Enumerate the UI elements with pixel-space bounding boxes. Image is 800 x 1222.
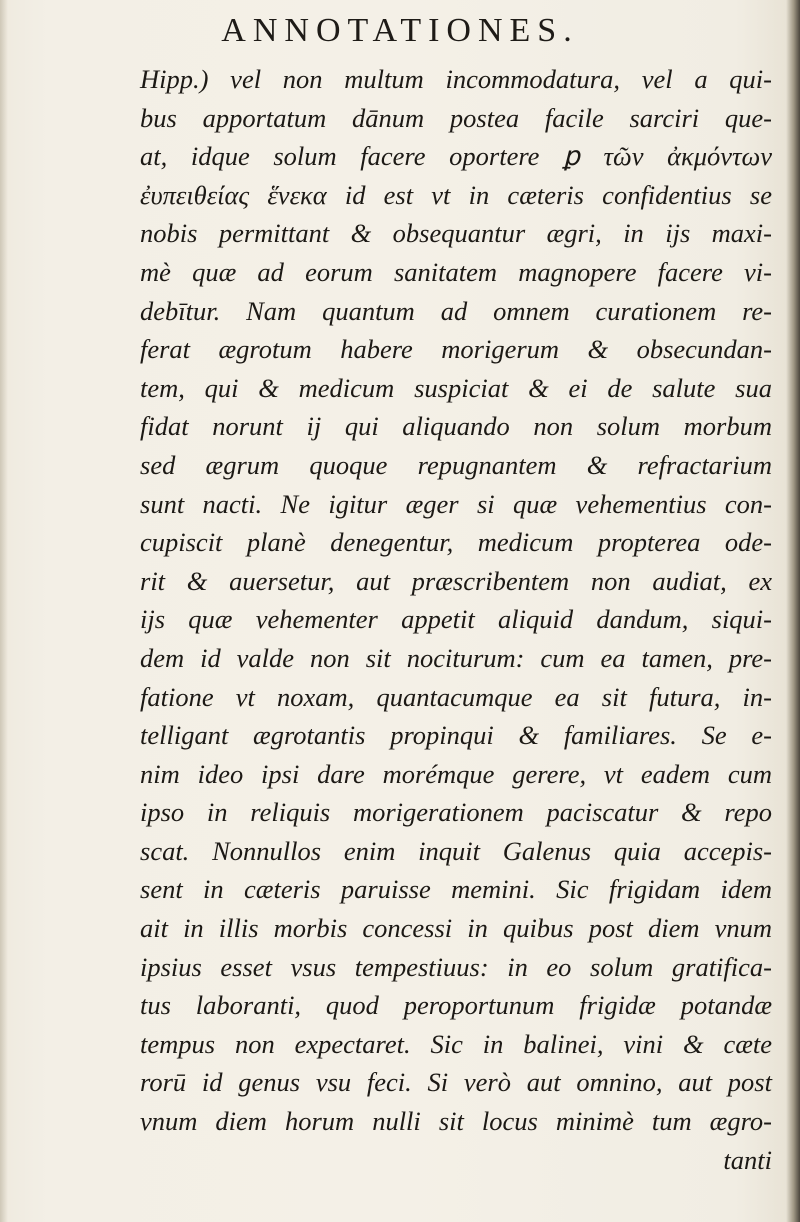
page-gutter-left — [0, 0, 8, 1222]
running-head: ANNOTATIONES. — [221, 12, 579, 49]
body-text — [140, 60, 772, 1179]
text-line: tus laboranti, quod peroportunum frigidæ potandæ — [140, 990, 772, 1021]
text-line: fidat norunt ij qui aliquando non solum morbum — [140, 411, 772, 442]
text-line: telligant ægrotantis propinqui & familiares. Se e- — [140, 720, 772, 751]
text-line: sent in cæteris paruisse memini. Sic frigidam idem — [140, 874, 772, 905]
text-line: debītur. Nam quantum ad omnem curationem re- — [140, 295, 772, 326]
text-line: ait in illis morbis concessi in quibus post diem vnum — [140, 913, 772, 944]
text-line: Hipp.) vel non multum incommodatura, vel a qui- — [140, 64, 772, 94]
text-line: cupiscit planè denegentur, medicum propterea ode- — [140, 527, 772, 558]
text-line: vnum diem horum nulli sit locus minimè tum ægro- — [140, 1106, 772, 1137]
text-line: sunt nacti. Ne igitur æger si quæ vehementius con- — [140, 488, 772, 519]
text-line: ijs quæ vehementer appetit aliquid dandum, siqui- — [140, 604, 772, 635]
text-line: sed ægrum quoque repugnantem & refractarium — [140, 449, 772, 480]
text-line: nim ideo ipsi dare morémque gerere, vt eadem cum — [140, 758, 772, 789]
text-line: bus apportatum dānum postea facile sarciri que- — [140, 102, 772, 133]
text-line: ipso in reliquis morigerationem paciscatur & repo — [140, 797, 772, 828]
text-line: tem, qui & medicum suspiciat & ei de salute sua — [140, 372, 772, 403]
text-line: tempus non expectaret. Sic in balinei, vini & cæte — [140, 1028, 772, 1059]
text-line: ἐυπειθείας ἕνεκα id est vt in cæteris confidentius se — [140, 179, 772, 210]
text-line: fatione vt noxam, quantacumque ea sit futura, in- — [140, 681, 772, 712]
catchword: tanti — [723, 1144, 772, 1175]
text-line: scat. Nonnullos enim inquit Galenus quia accepis- — [140, 835, 772, 866]
text-line: ipsius esset vsus tempestiuus: in eo solum gratifica- — [140, 951, 772, 982]
page-binding-edge — [786, 0, 800, 1222]
text-line: mè quæ ad eorum sanitatem magnopere facere vi- — [140, 256, 772, 287]
text-line: dem id valde non sit nociturum: cum ea tamen, pre- — [140, 642, 772, 673]
text-line: at, idque solum facere oportere ꝑ τῶν ἀκμόντων — [140, 141, 772, 172]
text-line: rit & auersetur, aut præscribentem non audiat, ex — [140, 565, 772, 596]
text-line: rorū id genus vsu feci. Si verò aut omnino, aut post — [140, 1067, 772, 1098]
text-line: ferat ægrotum habere morigerum & obsecundan- — [140, 334, 772, 365]
text-line: nobis permittant & obsequantur ægri, in ijs maxi- — [140, 218, 772, 249]
